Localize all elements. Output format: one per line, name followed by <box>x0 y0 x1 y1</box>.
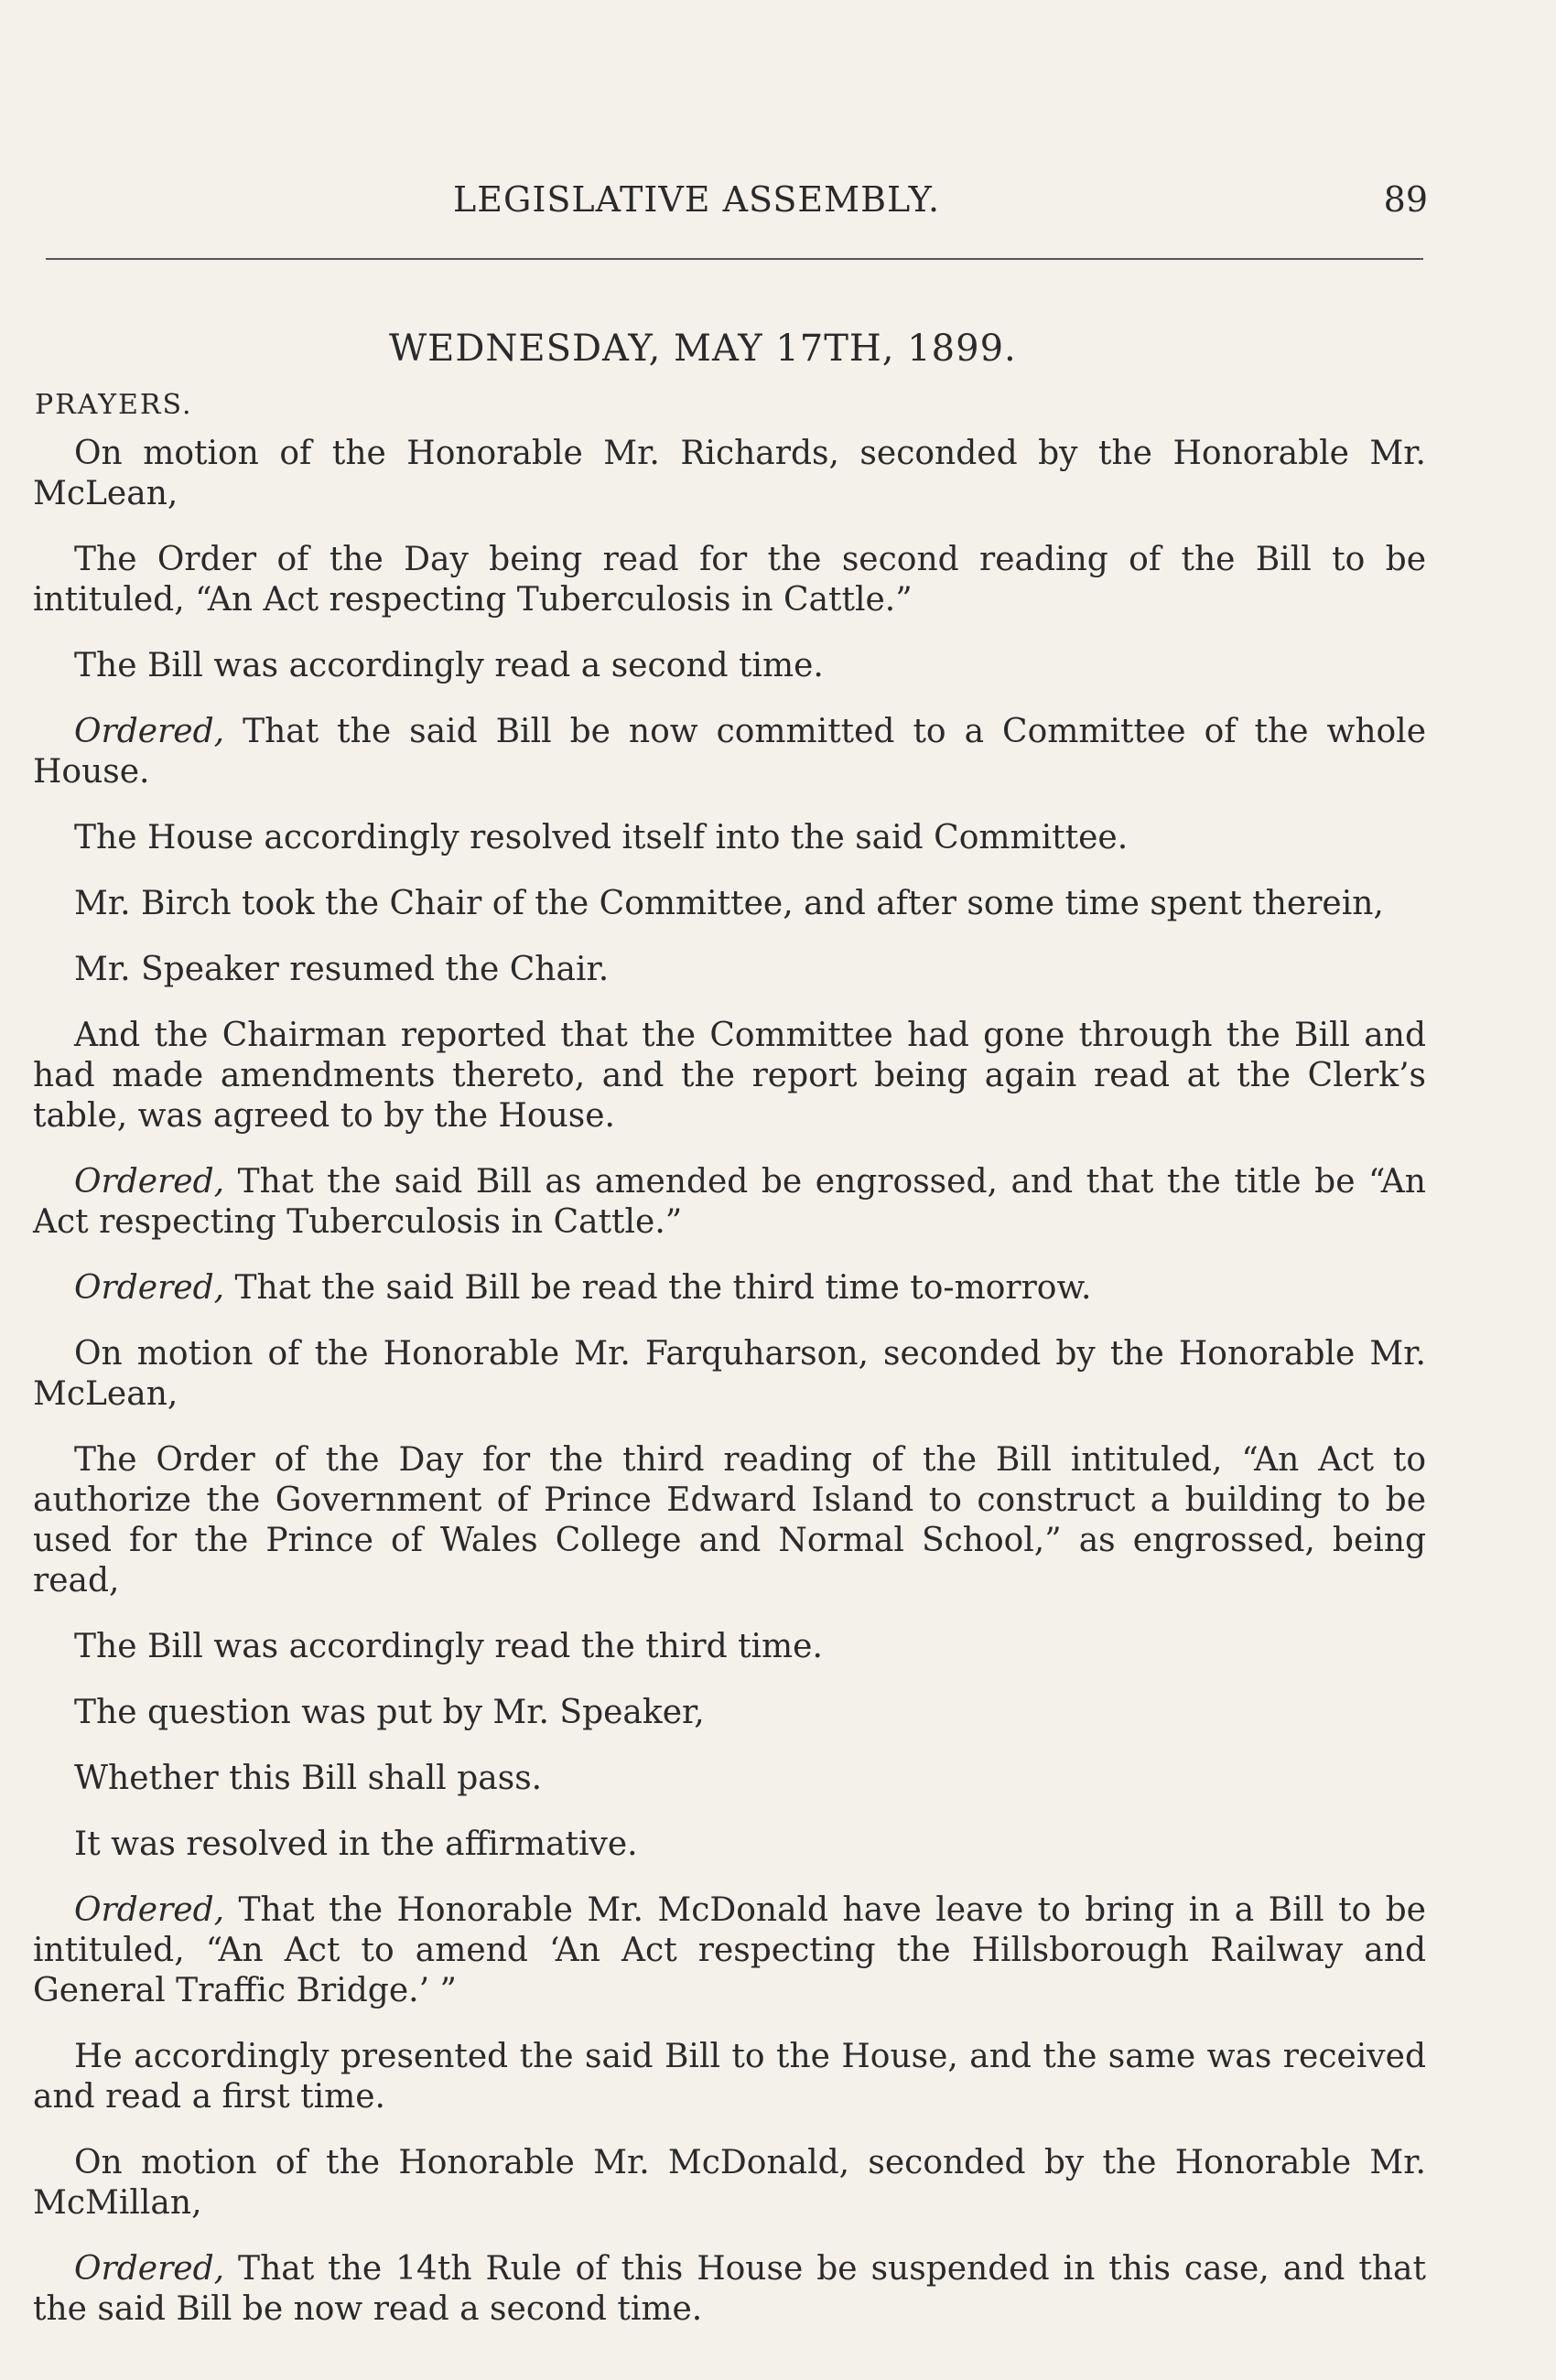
paragraph <box>33 950 1426 990</box>
paragraph-text: Whether this Bill shall pass. <box>74 1760 543 1797</box>
paragraph-text: That the said Bill be now committed to a Committee of the whole House. <box>33 713 1426 791</box>
paragraph <box>33 712 1426 792</box>
paragraph-text: That the said Bill be read the third time to-morrow. <box>224 1269 1092 1307</box>
paragraph-text: The Bill was accordingly read the third time. <box>74 1628 823 1665</box>
paragraph-text: It was resolved in the affirmative. <box>74 1825 638 1863</box>
paragraph <box>33 1268 1426 1308</box>
paragraph <box>33 1162 1426 1243</box>
page-number: 89 <box>1383 179 1428 220</box>
ordered-lead: Ordered, <box>74 1269 225 1307</box>
prayers-label: PRAYERS. <box>35 389 193 421</box>
paragraph <box>33 884 1426 924</box>
paragraph-text: The Order of the Day being read for the second reading of the Bill to be intituled, “An Act respecting Tuberculosis in Cattle.” <box>33 541 1426 619</box>
paragraph <box>33 1334 1426 1415</box>
paragraph <box>33 2037 1426 2117</box>
sitting-date-heading: WEDNESDAY, MAY 17TH, 1899. <box>389 328 1017 370</box>
paragraph-text: The House accordingly resolved itself into the said Committee. <box>74 819 1129 856</box>
paragraph <box>33 434 1426 514</box>
paragraph-text: And the Chairman reported that the Committee had gone through the Bill and had made amendments thereto, and the report being again read at the Clerk’s table, was agreed to by the House. <box>33 1017 1426 1135</box>
paragraph-text: The question was put by Mr. Speaker, <box>74 1694 705 1731</box>
paragraph-text: That the Honorable Mr. McDonald have leave to bring in a Bill to be intituled, “An Act to amend ‘An Act respecting the Hillsborough Railway and General Traffic Bridge.’ ” <box>33 1891 1426 2009</box>
paragraph <box>33 2249 1426 2330</box>
ordered-lead: Ordered, <box>74 1891 225 1929</box>
paragraph-text: On motion of the Honorable Mr. Richards, seconded by the Honorable Mr. McLean, <box>33 435 1426 512</box>
paragraph <box>33 1890 1426 2011</box>
paragraph-text: On motion of the Honorable Mr. McDonald, seconded by the Honorable Mr. McMillan, <box>33 2144 1426 2222</box>
proceedings-body <box>33 434 1426 2355</box>
ordered-lead: Ordered, <box>74 2250 225 2288</box>
paragraph <box>33 1693 1426 1733</box>
paragraph-text: That the 14th Rule of this House be suspended in this case, and that the said Bill be now read a second time. <box>33 2250 1426 2328</box>
paragraph <box>33 1627 1426 1667</box>
paragraph-text: On motion of the Honorable Mr. Farquharson, seconded by the Honorable Mr. McLean, <box>33 1335 1426 1413</box>
ordered-lead: Ordered, <box>74 713 225 750</box>
paragraph <box>33 540 1426 620</box>
paragraph-text: Mr. Speaker resumed the Chair. <box>74 951 610 988</box>
paragraph <box>33 1440 1426 1601</box>
paragraph <box>33 1016 1426 1136</box>
ordered-lead: Ordered, <box>74 1163 225 1201</box>
paragraph-text: He accordingly presented the said Bill to the House, and the same was received and read a first time. <box>33 2038 1426 2116</box>
paragraph <box>33 2143 1426 2224</box>
paragraph <box>33 818 1426 858</box>
paragraph <box>33 1759 1426 1799</box>
paragraph <box>33 1825 1426 1865</box>
header-rule <box>46 258 1423 260</box>
paragraph-text: The Order of the Day for the third reading of the Bill intituled, “An Act to authorize the Government of Prince Edward Island to construct a building to be used for the Prince of Wales College and Normal School,” as engrossed, being read, <box>33 1441 1426 1599</box>
running-header-title: LEGISLATIVE ASSEMBLY. <box>453 179 941 220</box>
paragraph <box>33 646 1426 686</box>
paragraph-text: That the said Bill as amended be engrossed, and that the title be “An Act respecting Tuberculosis in Cattle.” <box>33 1163 1426 1241</box>
paragraph-text: The Bill was accordingly read a second time. <box>74 647 824 684</box>
paragraph-text: Mr. Birch took the Chair of the Committee, and after some time spent therein, <box>74 885 1384 922</box>
